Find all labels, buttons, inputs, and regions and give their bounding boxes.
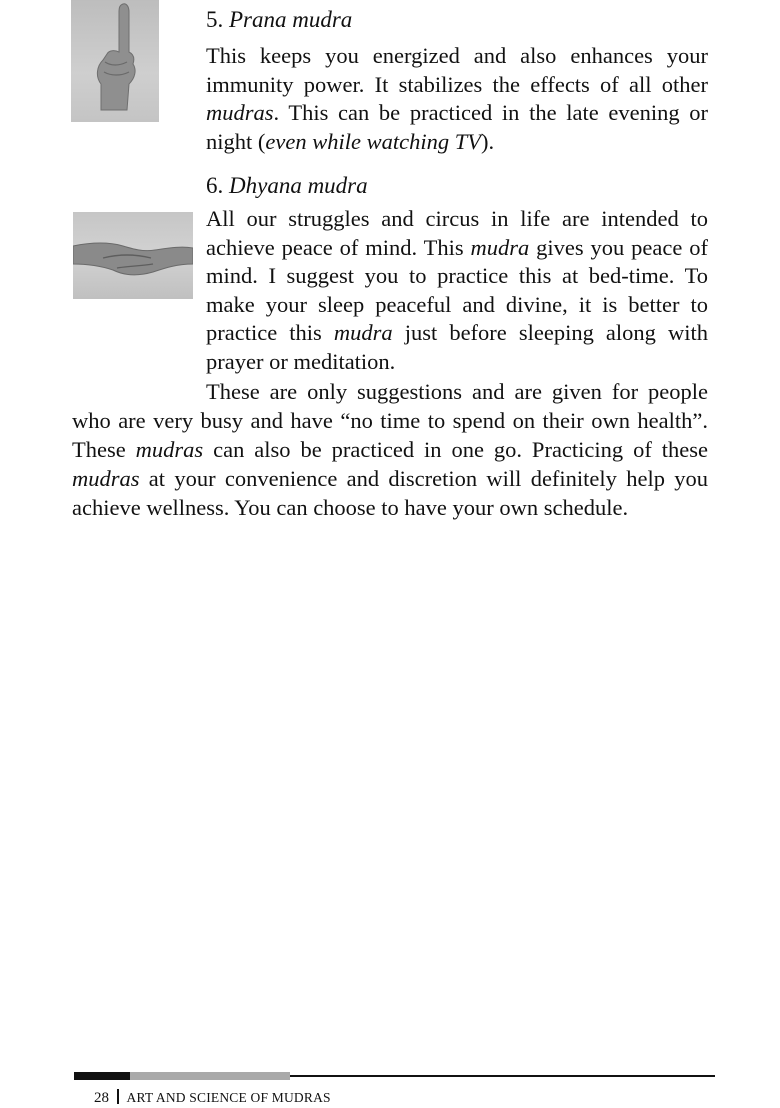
prana-mudra-photo xyxy=(71,0,159,122)
section-body xyxy=(206,42,708,156)
section-heading xyxy=(206,172,708,199)
text-run: These are only suggestions and are given for people who are very busy and have “no time to spend on their own health”. These xyxy=(72,379,708,462)
hand-raised-icon xyxy=(71,0,159,122)
section-dhyana-mudra xyxy=(206,172,708,376)
page-number: 28 xyxy=(94,1090,109,1106)
text-run: gives you peace of mind. I suggest you to practice this at bed-time. To make your sleep peaceful and divine, it is better to practice this xyxy=(206,234,709,345)
italic-run: even while watching TV xyxy=(265,128,481,154)
italic-run: mudras xyxy=(72,466,140,491)
section-number: 6. xyxy=(206,173,224,198)
text-run: ). xyxy=(480,128,495,154)
italic-run: mudras xyxy=(135,437,204,462)
page-footer xyxy=(94,1089,331,1107)
section-heading xyxy=(206,6,708,33)
text-run: All our struggles and circus in life are intended to achieve peace of mind. This xyxy=(206,206,708,260)
section-prana-mudra xyxy=(206,6,708,156)
section-body xyxy=(206,205,708,376)
section-title: Dhyana mudra xyxy=(229,173,368,198)
text-run: This keeps you energized and also enhances your immunity power. It stabilizes the effects of all other xyxy=(206,43,708,97)
text-run: . This can be practiced in the late evening or night ( xyxy=(206,100,708,154)
italic-run: mudra xyxy=(333,320,393,345)
footer-separator xyxy=(117,1089,119,1104)
text-run: just before sleeping along with prayer or meditation. xyxy=(206,320,708,374)
closing-paragraph xyxy=(72,377,708,522)
footer-rule-dark-block xyxy=(74,1072,130,1080)
clasped-hands-icon xyxy=(73,212,193,299)
footer-rule-grey-block xyxy=(130,1072,290,1080)
dhyana-mudra-photo xyxy=(73,212,193,299)
section-number: 5. xyxy=(206,7,224,32)
section-title: Prana mudra xyxy=(229,7,353,32)
text-run: at your convenience and discretion will definitely help you achieve wellness. You can choose to have your own schedule. xyxy=(72,466,708,520)
italic-run: mudras xyxy=(206,100,274,125)
running-title: ART AND SCIENCE OF MUDRAS xyxy=(126,1090,331,1105)
text-run: can also be practiced in one go. Practicing of these xyxy=(203,437,708,462)
italic-run: mudra xyxy=(470,234,530,260)
footer-rule xyxy=(74,1075,715,1077)
